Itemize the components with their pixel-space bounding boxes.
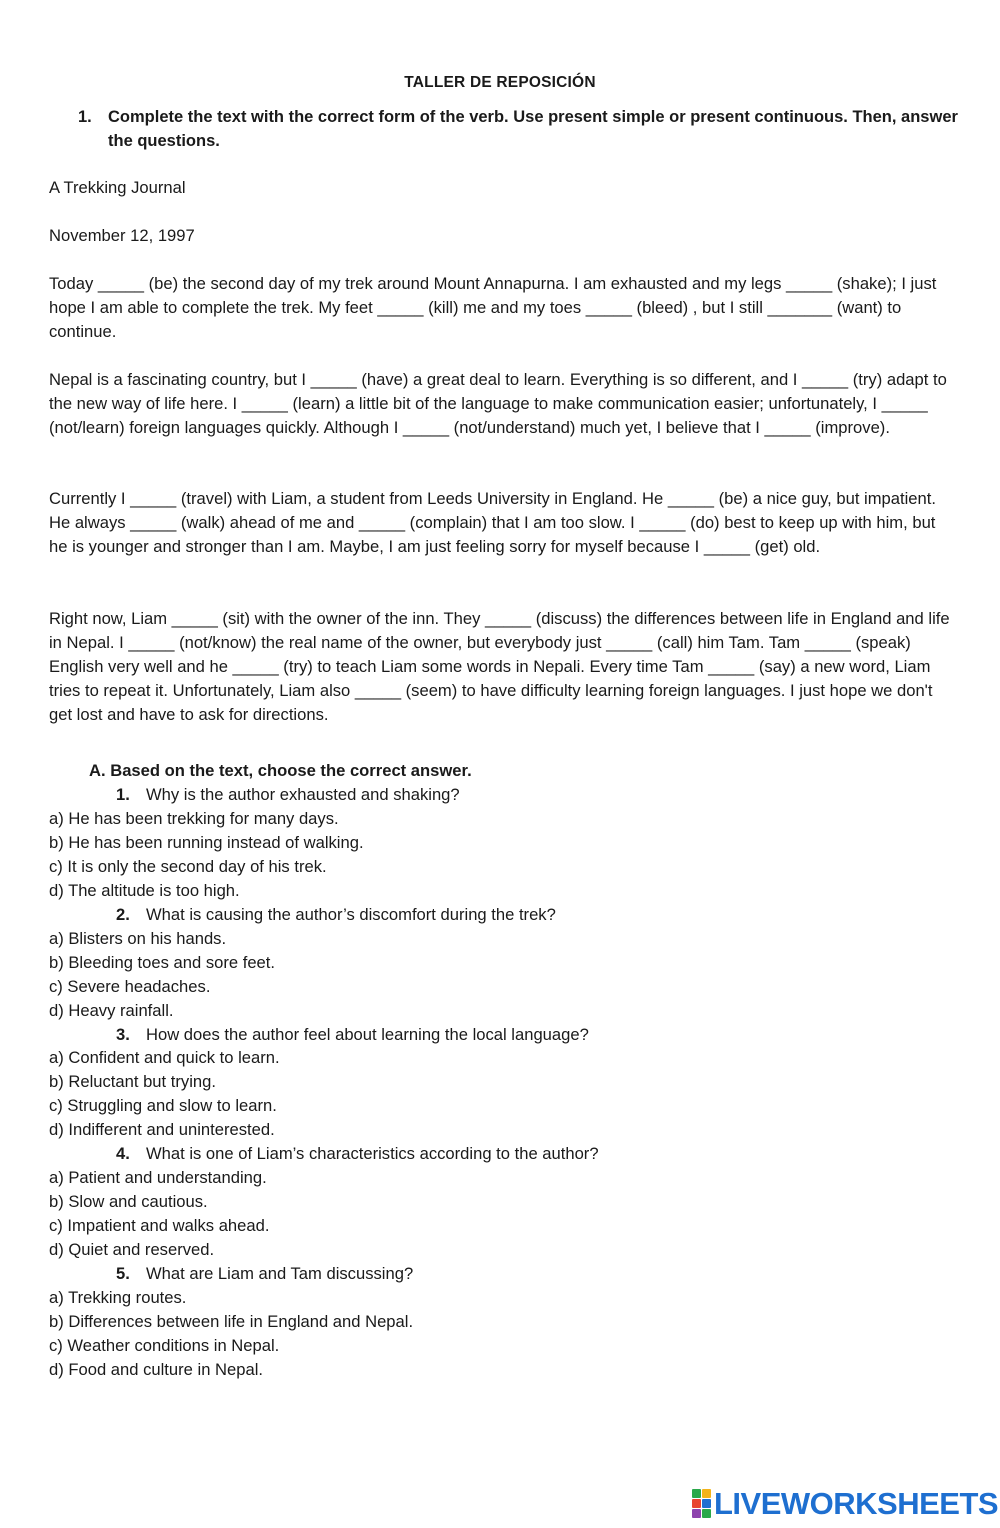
question — [49, 1142, 949, 1166]
question-block — [49, 1023, 949, 1143]
answer-option: a) Confident and quick to learn. — [49, 1048, 280, 1068]
question-text: How does the author feel about learning the local language? — [146, 1024, 589, 1044]
page-title: TALLER DE REPOSICIÓN — [404, 74, 596, 91]
question — [49, 903, 949, 927]
question-block — [49, 903, 949, 1023]
instruction — [78, 105, 958, 153]
question-text: Why is the author exhausted and shaking? — [146, 785, 460, 804]
answer-option: d) Quiet and reserved. — [49, 1240, 215, 1260]
journal-paragraph: Currently I _____ (travel) with Liam, a student from Leeds University in England. He _____ (be) a nice guy, but impatient. He always _____ (walk) ahead of me and _____ (complain) that I am too slow. I _____ (do) best to keep up with him, but he is younger and stronger than I am. Maybe, I am just feeling sorry for myself because I _____ (get) old. — [49, 489, 936, 556]
answer-option: b) Bleeding toes and sore feet. — [49, 952, 276, 972]
answer-option: c) Impatient and walks ahead. — [49, 1216, 270, 1236]
answer-option: c) Weather conditions in Nepal. — [49, 1335, 280, 1355]
answer-option: d) Food and culture in Nepal. — [49, 1359, 264, 1379]
answer-option: c) Severe headaches. — [49, 976, 211, 996]
answer-option: a) Blisters on his hands. — [49, 928, 227, 948]
question-list — [49, 783, 949, 1382]
liveworksheets-logo[interactable] — [692, 1486, 998, 1522]
question-number: 2. — [116, 904, 130, 924]
question-text: What is one of Liam’s characteristics according to the author? — [146, 1144, 599, 1164]
answer-option: b) Differences between life in England and Nepal. — [49, 1311, 414, 1331]
journal-date: November 12, 1997 — [49, 226, 195, 245]
question-block — [49, 1142, 949, 1262]
liveworksheets-logo-icon — [692, 1489, 712, 1519]
answer-option: d) Indifferent and uninterested. — [49, 1120, 275, 1140]
answer-option: d) Heavy rainfall. — [49, 1000, 174, 1020]
answer-option: b) Slow and cautious. — [49, 1192, 208, 1212]
question-block — [49, 783, 949, 903]
question-block — [49, 1262, 949, 1382]
logo-text: LIVEWORKSHEETS — [714, 1486, 999, 1521]
question — [49, 1023, 949, 1047]
question-number: 5. — [116, 1264, 130, 1284]
section-a-heading: A. Based on the text, choose the correct answer. — [89, 761, 472, 780]
question-number: 4. — [116, 1144, 130, 1164]
answer-option: a) Trekking routes. — [49, 1288, 187, 1308]
answer-option: c) It is only the second day of his trek. — [49, 856, 327, 876]
question-number: 1. — [116, 785, 130, 804]
answer-option: a) He has been trekking for many days. — [49, 808, 339, 828]
question — [49, 1262, 949, 1286]
question-text: What are Liam and Tam discussing? — [146, 1264, 414, 1284]
question-text: What is causing the author’s discomfort during the trek? — [146, 904, 556, 924]
answer-option: d) The altitude is too high. — [49, 880, 240, 900]
answer-option: c) Struggling and slow to learn. — [49, 1096, 277, 1116]
journal-paragraph: Nepal is a fascinating country, but I _____ (have) a great deal to learn. Everything is so different, and I _____ (try) adapt to the new way of life here. I _____ (learn) a little bit of the language to make communication easier; unfortunately, I _____ (not/learn) foreign languages quickly. Although I _____ (not/understand) much yet, I believe that I _____ (improve). — [49, 370, 947, 437]
instruction-number: 1. — [78, 108, 92, 126]
answer-option: b) Reluctant but trying. — [49, 1072, 216, 1092]
journal-paragraph: Today _____ (be) the second day of my trek around Mount Annapurna. I am exhausted and my legs _____ (shake); I just hope I am able to complete the trek. My feet _____ (kill) me and my toes _____ (bleed) , but I still _______ (want) to continue. — [49, 274, 937, 341]
question-number: 3. — [116, 1024, 130, 1044]
instruction-text: Complete the text with the correct form of the verb. Use present simple or present continuous. Then, answer the questions. — [108, 108, 958, 150]
question — [49, 783, 949, 807]
answer-option: b) He has been running instead of walking. — [49, 832, 364, 852]
journal-heading: A Trekking Journal — [49, 178, 186, 197]
journal-paragraph: Right now, Liam _____ (sit) with the owner of the inn. They _____ (discuss) the differences between life in England and life in Nepal. I _____ (not/know) the real name of the owner, but everybody just _____ (call) him Tam. Tam _____ (speak) English very well and he _____ (try) to teach Liam some words in Nepali. Every time Tam _____ (say) a new word, Liam tries to repeat it. Unfortunately, Liam also _____ (seem) to have difficulty learning foreign languages. I just hope we don't get lost and have to ask for directions. — [49, 609, 950, 724]
answer-option: a) Patient and understanding. — [49, 1168, 267, 1188]
